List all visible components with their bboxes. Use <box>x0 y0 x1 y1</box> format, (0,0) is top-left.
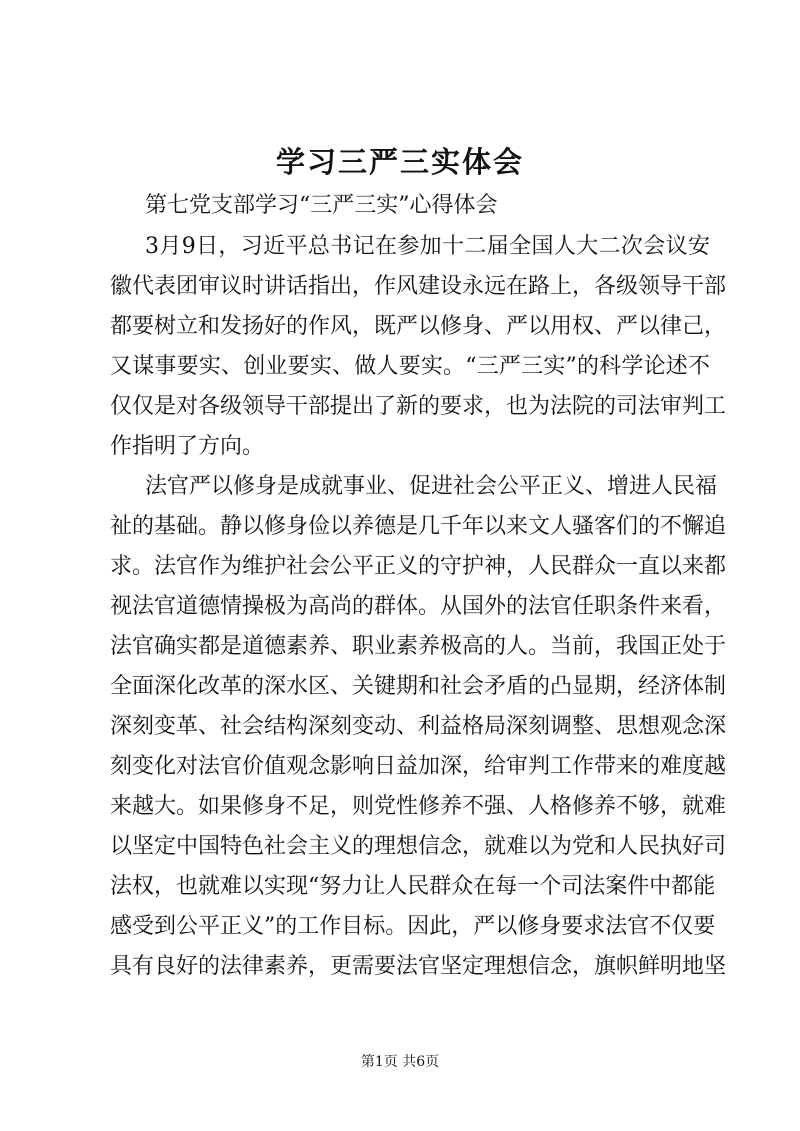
paragraph-line: 作指明了方向。 <box>110 434 265 459</box>
paragraph-line: 都要树立和发扬好的作风，既严以修身、严以用权、严以律己， <box>110 314 727 339</box>
paragraph-line: 仅仅是对各级领导干部提出了新的要求，也为法院的司法审判工 <box>110 394 727 419</box>
paragraph-line: 全面深化改革的深水区、关键期和社会矛盾的凸显期，经济体制 <box>110 674 727 699</box>
paragraph-line: 求。法官作为维护社会公平正义的守护神，人民群众一直以来都 <box>110 554 727 579</box>
paragraph-line: 以坚定中国特色社会主义的理想信念，就难以为党和人民执好司 <box>110 834 727 859</box>
paragraph-line: 具有良好的法律素养，更需要法官坚定理想信念，旗帜鲜明地坚 <box>110 954 727 979</box>
paragraph-line: 法权，也就难以实现“努力让人民群众在每一个司法案件中都能 <box>110 874 716 899</box>
paragraph-line: 刻变化对法官价值观念影响日益加深，给审判工作带来的难度越 <box>110 754 727 779</box>
paragraph-line: 法官严以修身是成就事业、促进社会公平正义、增进人民福 <box>145 474 718 499</box>
paragraph-line: 祉的基础。静以修身俭以养德是几千年以来文人骚客们的不懈追 <box>110 514 727 539</box>
paragraph-line: 又谋事要实、创业要实、做人要实。“三严三实”的科学论述不 <box>110 354 710 379</box>
subtitle-line: 第七党支部学习“三严三实”心得体会 <box>145 193 498 218</box>
paragraph-line: 视法官道德情操极为高尚的群体。从国外的法官任职条件来看， <box>110 594 727 619</box>
paragraph-line: 感受到公平正义”的工作目标。因此，严以修身要求法官不仅要 <box>110 914 716 939</box>
paragraph-line: 法官确实都是道德素养、职业素养极高的人。当前，我国正处于 <box>110 634 727 659</box>
paragraph-line: 徽代表团审议时讲话指出，作风建设永远在路上，各级领导干部 <box>110 274 727 299</box>
paragraph-line: 来越大。如果修身不足，则党性修养不强、人格修养不够，就难 <box>110 794 727 819</box>
document-title: 学习三严三实体会 <box>275 145 524 179</box>
page-number-footer: 第1页 共6页 <box>360 1054 440 1070</box>
paragraph-line: 深刻变革、社会结构深刻变动、利益格局深刻调整、思想观念深 <box>110 714 727 739</box>
paragraph-line: 3月9日，习近平总书记在参加十二届全国人大二次会议安 <box>145 234 710 259</box>
